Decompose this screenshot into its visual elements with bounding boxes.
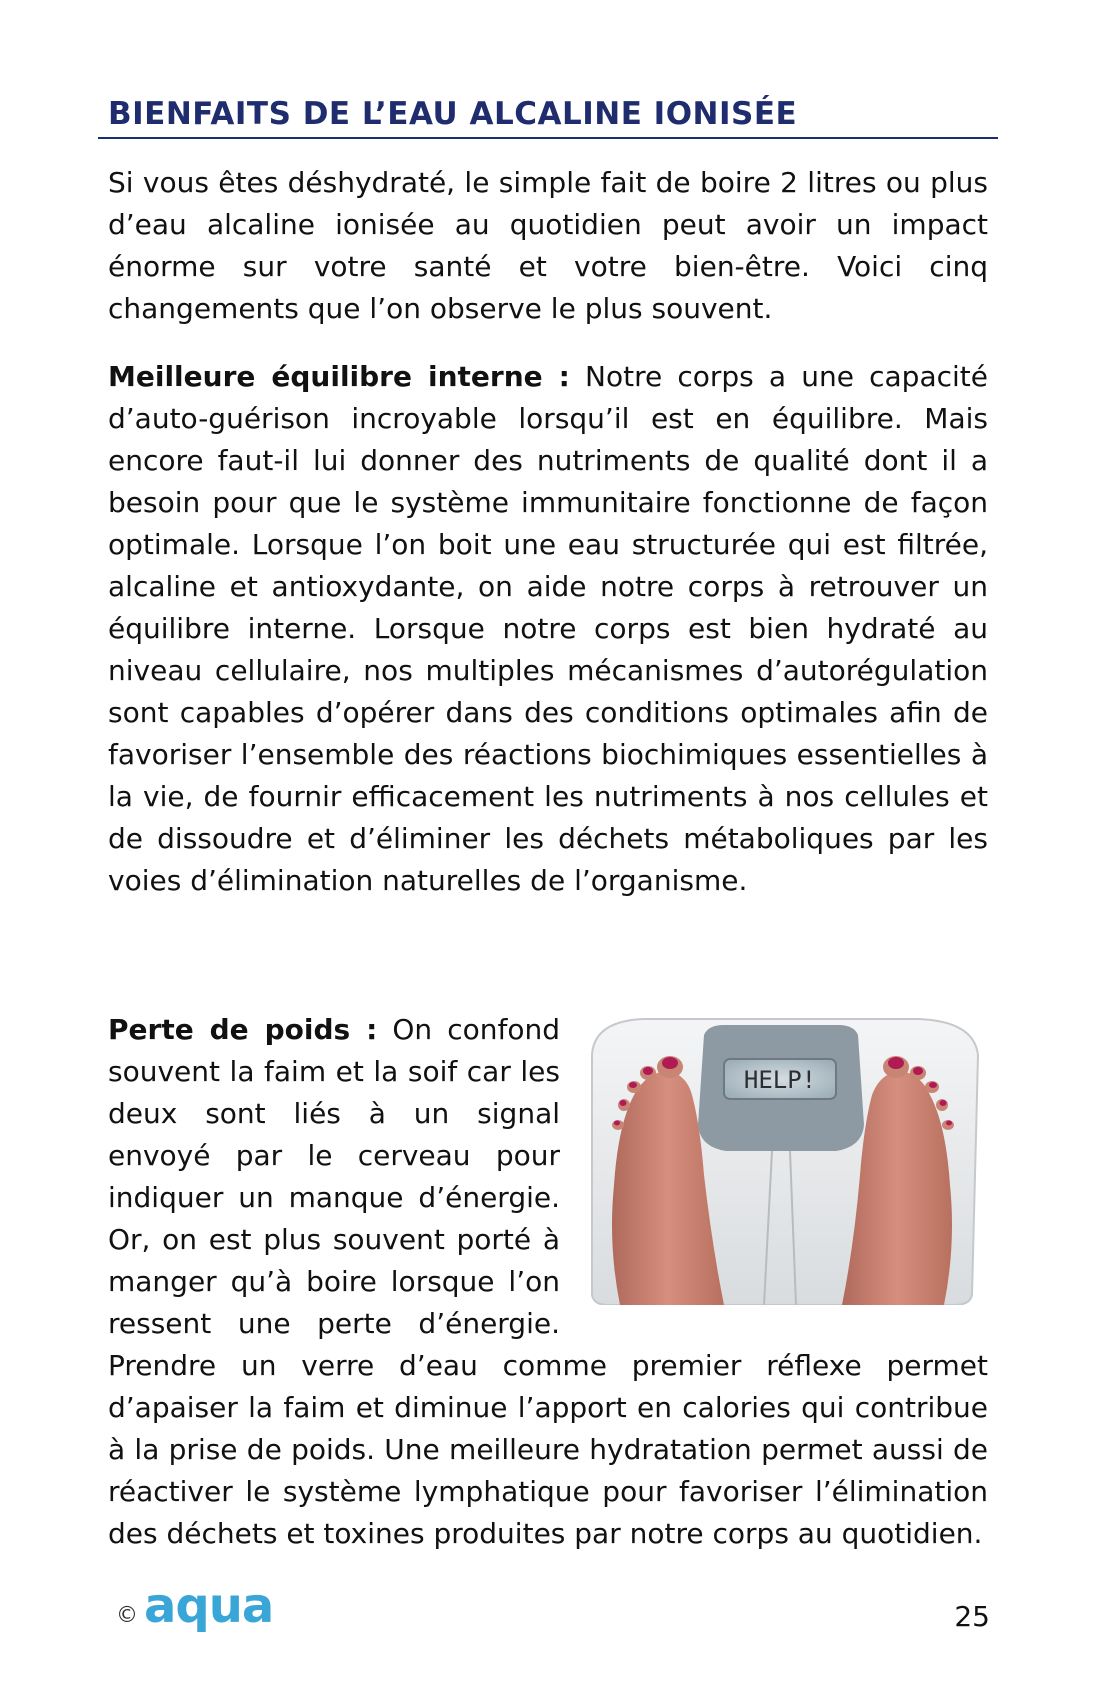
intro-paragraph: Si vous êtes déshydraté, le simple fait de boire 2 litres ou plus d’eau alcaline ionisée au quotidien peut avoir un impact énorme sur votre santé et votre bien-être. Voici cinq changements que l’on observe le plus souvent.	[108, 166, 988, 325]
page-number: 25	[954, 1600, 990, 1633]
copyright-symbol: ©	[116, 1603, 138, 1628]
page-title: BIENFAITS DE L’EAU ALCALINE IONISÉE	[108, 96, 798, 132]
section-poids-heading: Perte de poids :	[108, 1013, 378, 1046]
section-equilibre-text: Notre corps a une capacité d’auto-guérison incroyable lorsqu’il est en équilibre. Mais encore faut-il lui donner des nutriments de qualité dont il a besoin pour que le système immunitaire fonctionne de façon optimale. Lorsque l’on boit une eau structurée qui est filtrée, alcaline et antioxydante, on aide notre corps à retrouver un équilibre interne. Lorsque notre corps est bien hydraté au niveau cellulaire, nos multiples mécanismes d’autorégulation sont capables d’opérer dans des conditions optimales afin de favoriser l’ensemble des réactions biochimiques essentielles à la vie, de fournir efficacement les nutriments à nos cellules et de dissoudre et d’éliminer les déchets métaboliques par les voies d’élimination naturelles de l’organisme.	[108, 360, 988, 897]
aqua-logo-text: aqua	[144, 1582, 274, 1634]
section-poids-block	[108, 1009, 988, 1555]
section-poids-text: On confond souvent la faim et la soif car les deux sont liés à un signal envoyé par le cerveau pour indiquer un manque d’énergie. Or, on est plus souvent porté à manger qu’à boire lorsque l’on ressent une perte d’énergie. Prendre un verre d’eau comme premier réflexe permet d’apaiser la faim et diminue l’apport en calories qui contribue à la prise de poids. Une meilleure hydratation permet aussi de réactiver le système lymphatique pour favoriser l’élimination des déchets et toxines produites par notre corps au quotidien.	[108, 1013, 988, 1550]
section-equilibre-paragraph	[108, 356, 988, 902]
section-equilibre-heading: Meilleure équilibre interne :	[108, 360, 570, 393]
bathroom-scale-feet-image	[574, 1015, 988, 1305]
scale-display-text: HELP!	[743, 1066, 817, 1094]
aqua-logo	[142, 1582, 292, 1640]
title-underline	[98, 137, 998, 139]
